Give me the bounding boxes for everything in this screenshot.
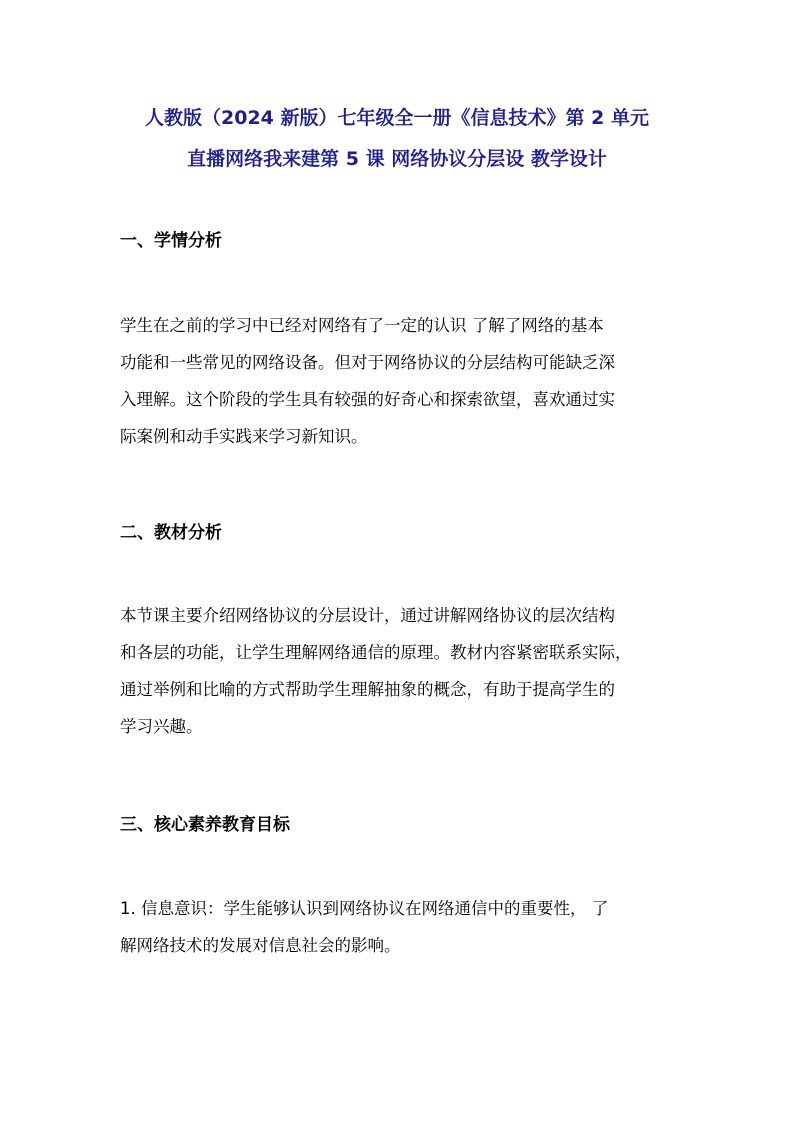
paragraph-line: 学习兴趣。	[120, 717, 203, 736]
paragraph-line: 学生在之前的学习中已经对网络有了一定的认识 了解了网络的基本	[120, 316, 604, 335]
section-heading-core-literacy-goals: 三、核心素养教育目标	[120, 815, 290, 835]
document-title-line-2: 直播网络我来建第 5 课 网络协议分层设 教学设计	[187, 148, 607, 170]
section-heading-textbook-analysis: 二、教材分析	[120, 523, 222, 543]
section-heading-learner-analysis: 一、学情分析	[120, 231, 222, 251]
paragraph-line: 本节课主要介绍网络协议的分层设计，通过讲解网络协议的层次结构	[120, 606, 615, 625]
document-title-line-1: 人教版（2024 新版）七年级全一册《信息技术》第 2 单元	[145, 107, 649, 129]
paragraph-line: 和各层的功能，让学生理解网络通信的原理。教材内容紧密联系实际，	[120, 643, 632, 662]
paragraph-line: 通过举例和比喻的方式帮助学生理解抽象的概念，有助于提高学生的	[120, 680, 615, 699]
paragraph-line: 解网络技术的发展对信息社会的影响。	[120, 936, 401, 955]
paragraph-line: 1. 信息意识：学生能够认识到网络协议在网络通信中的重要性， 了	[120, 899, 609, 918]
paragraph-line: 入理解。这个阶段的学生具有较强的好奇心和探索欲望，喜欢通过实	[120, 390, 615, 409]
paragraph-line: 际案例和动手实践来学习新知识。	[120, 427, 368, 446]
paragraph-line: 功能和一些常见的网络设备。但对于网络协议的分层结构可能缺乏深	[120, 353, 615, 372]
